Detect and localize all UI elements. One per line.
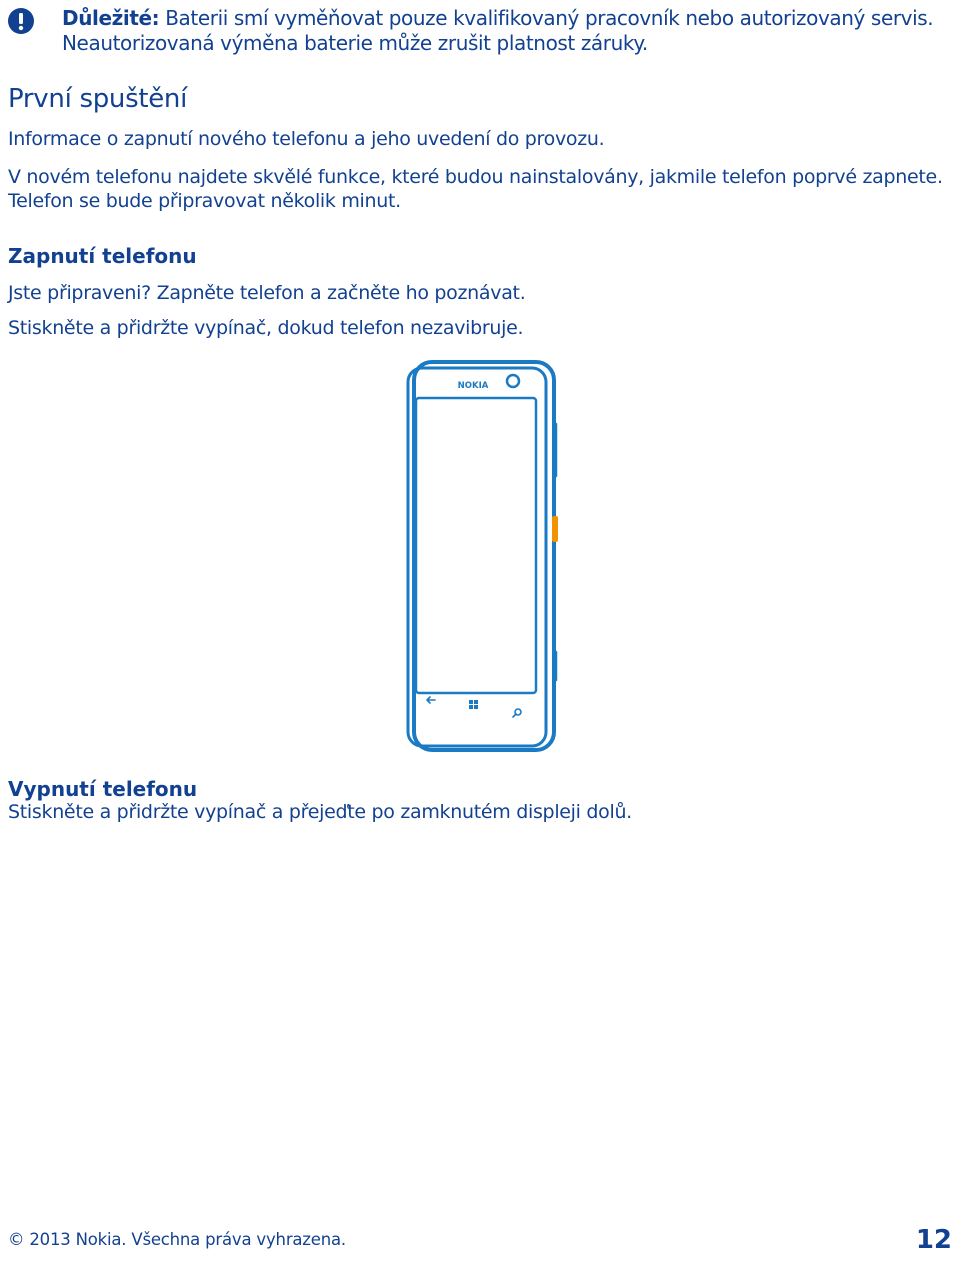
- notice-text: Baterii smí vyměňovat pouze kvalifikovaný pracovník nebo autorizovaný servis.: [159, 6, 934, 30]
- brand-logo: NOKIA: [457, 381, 489, 391]
- notice-label: Důležité:: [62, 6, 160, 30]
- power-off-paragraph: Stiskněte a přidržte vypínač a přejeďte po zamknutém displeji dolů.: [8, 801, 632, 823]
- power-on-paragraph-1: Jste připraveni? Zapněte telefon a začněte ho poznávat.: [8, 282, 526, 304]
- notice-line-1: [62, 6, 933, 30]
- section-paragraph-line-2: Telefon se bude připravovat několik minut.: [8, 190, 401, 212]
- page-number: 12: [915, 1225, 952, 1255]
- section-title: První spuštění: [8, 84, 188, 114]
- section-intro: Informace o zapnutí nového telefonu a jeho uvedení do provozu.: [8, 128, 605, 150]
- footer-copyright: © 2013 Nokia. Všechna práva vyhrazena.: [8, 1230, 346, 1249]
- exclamation-icon: [8, 8, 34, 34]
- notice-line-2: Neautorizovaná výměna baterie může zrušit platnost záruky.: [62, 31, 648, 55]
- power-on-paragraph-2: Stiskněte a přidržte vypínač, dokud telefon nezavibruje.: [8, 317, 524, 339]
- phone-illustration: [400, 358, 565, 756]
- section-paragraph-line-1: V novém telefonu najdete skvělé funkce, které budou nainstalovány, jakmile telefon poprvé zapnete.: [8, 166, 943, 188]
- power-off-title: Vypnutí telefonu: [8, 777, 198, 801]
- power-on-title: Zapnutí telefonu: [8, 244, 197, 268]
